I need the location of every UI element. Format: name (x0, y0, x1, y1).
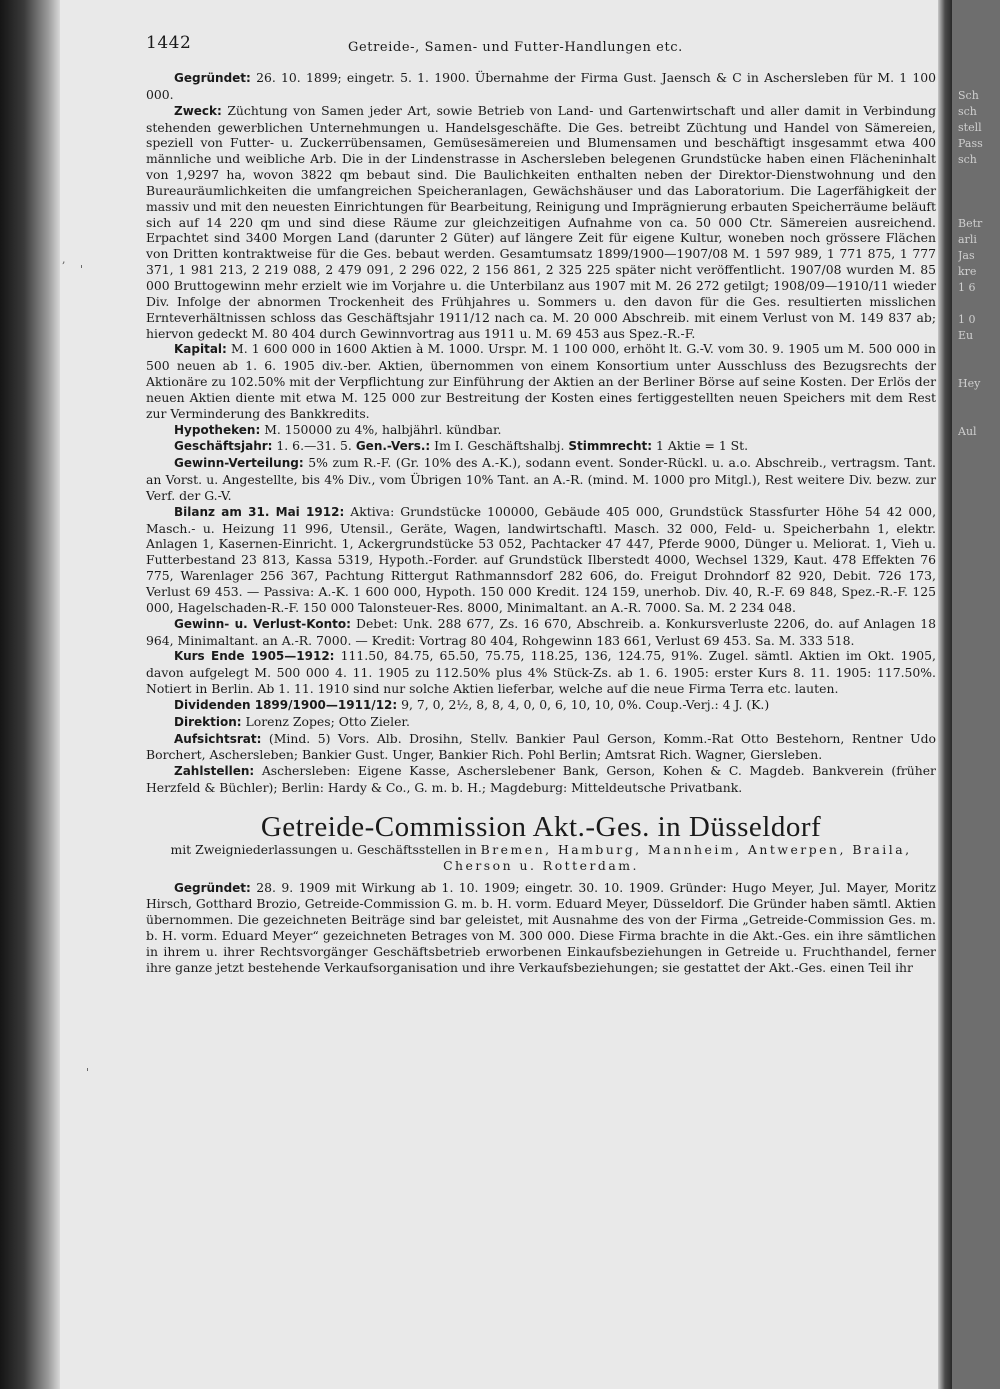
entry-gewinn-verlust-konto (146, 616, 936, 649)
entry-text: 1. 6.—31. 5. (276, 438, 352, 454)
entry-dividenden (146, 697, 936, 714)
margin-mark: ' (80, 263, 84, 276)
bleed-line: Eu (958, 329, 974, 342)
entry-text: Lorenz Zopes; Otto Zieler. (245, 713, 410, 729)
entry-gewinn-verteilung (146, 455, 936, 504)
adjacent-page-edge (952, 0, 1000, 1389)
bleed-line: 1 6 (958, 281, 976, 294)
margin-mark: , (62, 253, 66, 266)
entry-gegruendet (146, 70, 936, 103)
entry-label: Gewinn- u. Verlust-Konto: (174, 616, 351, 631)
bleed-line: arli (958, 233, 977, 246)
entry-text: 111.50, 84.75, 65.50, 75.75, 118.25, 136, 124.75, 91%. Zugel. sämtl. Aktien im Okt. 1905, davon aufgelegt M. 500 000 4. 11. 1905 zu 112.50% plus 4% Stück-Zs. ab 1. 6. 1905: erster Kurs 8. 11. 1905: 117.50%. Notiert in Berlin. Ab 1. 11. 1910 sind nur solche Aktien lieferbar, welche auf die neue Firma Terra etc. lauten. (146, 648, 936, 697)
entry-label: Gen.-Vers.: (355, 439, 431, 454)
entry-bilanz (146, 504, 936, 616)
margin-mark: ' (86, 1066, 90, 1079)
bleed-line: Aul (958, 425, 977, 438)
bleed-line: sch (958, 105, 977, 118)
bleed-line: Jas (958, 249, 975, 262)
bleed-line: 1 0 (958, 313, 976, 326)
entry-label: Gewinn-Verteilung: (174, 456, 304, 471)
page-header (146, 33, 936, 70)
entry-label: Kapital: (174, 342, 227, 357)
entry-label: Kurs Ende 1905—1912: (174, 649, 335, 664)
company-branch-cities: Bremen, Hamburg, Mannheim, Antwerpen, Braila, Cherson u. Rotterdam. (443, 841, 912, 873)
binding-gutter (0, 0, 60, 1389)
entry-direktion (146, 714, 936, 731)
entry-aufsichtsrat (146, 731, 936, 764)
page-fold (938, 0, 952, 1389)
entry-text: Debet: Unk. 288 677, Zs. 16 670, Abschreib. a. Konkursverluste 2206, do. auf Anlagen 18 964, Minimaltant. an A.-R. 7000. — Kredit: Vortrag 80 404, Rohgewinn 183 661, Verlust 69 453. Sa. M. 333 518. (146, 615, 936, 648)
entry-text: M. 150000 zu 4%, halbjährl. kündbar. (264, 421, 502, 437)
entry-label: Zahlstellen: (174, 764, 255, 779)
bleed-line: kre (958, 265, 977, 278)
entry-text: (Mind. 5) Vors. Alb. Drosihn, Stellv. Bankier Paul Gerson, Komm.-Rat Otto Bestehorn, Rentner Udo Borchert, Aschersleben; Bankier Gust. Unger, Bankier Rich. Pohl Berlin; Amtsrat Rich. Wagner, Giersleben. (146, 730, 936, 763)
entry-label: Dividenden 1899/1900—1911/12: (174, 697, 398, 712)
entry-text: 1 Aktie = 1 St. (656, 438, 749, 454)
entry-text: Aschersleben: Eigene Kasse, Ascherslebener Bank, Gerson, Kohen & C. Magdeb. Bankverein (früher Herzfeld & Büchler); Berlin: Hardy & Co., G. m. b. H.; Magdeburg: Mitteldeutsche Privatbank. (146, 763, 936, 796)
entry-text: Züchtung von Samen jeder Art, sowie Betrieb von Land- und Gartenwirtschaft und aller damit in Verbindung stehenden gewerblichen Unternehmungen u. Handelsgeschäfte. Die Ges. betreibt Züchtung und Handel von Sämereien, speziell von Futter- u. Zuckerrübensamen, Gemüsesämereien und Blumensamen und beschäftigt insgesammt etwa 400 männliche und weibliche Arb. Die in der Lindenstrasse in Aschersleben belegenen Grundstücke haben einen Flächeninhalt von 1,9297 ha, wovon 3822 qm bebaut sind. Die Baulichkeiten enthalten neben der Direktor-Dienstwohnung und den Bureauräumlichkeiten die umfangreichen Speicheranlagen, Gewächshäuser und das Laboratorium. Die Lagerfähigkeit der massiv und mit den neuesten Einrichtungen für Bearbeitung, Reinigung und Imprägnierung erbauten Speicherräume beläuft sich auf 14 220 qm und sind diese Räume zur gleichzeitigen Aufnahme von ca. 50 000 Ctr. Sämereien ausreichend. Erpachtet sind 3400 Morgen Land (darunter 2 Güter) auf längere Zeit für eigene Kultur, woneben noch grössere Flächen von Dritten kontraktweise für die Ges. bebaut werden. Gesamtumsatz 1899/1900—1907/08 M. 1 597 989, 1 771 875, 1 777 371, 1 981 213, 2 219 088, 2 479 091, 2 296 022, 2 156 861, 2 325 225 später nicht veröffentlicht. 1907/08 wurden M. 85 000 Bruttogewinn mehr erzielt wie im Vorjahre u. die Unterbilanz aus 1907 mit M. 26 272 getilgt; 1908/09—1910/11 wieder Div. Infolge der abnormen Trockenheit des Frühjahres u. Sommers u. den davon für die Ges. resultierten misslichen Ernteverhältnissen schloss das Geschäftsjahr 1911/12 nach ca. M. 20 000 Abschreib. mit einem Verlust von M. 149 837 ab; hiervon gedeckt M. 80 404 durch Gewinnvortrag aus 1911 u. M. 69 453 aus Spez.-R.-F. (146, 102, 936, 341)
entry-geschaeftsjahr (146, 438, 936, 455)
entry-text: 28. 9. 1909 mit Wirkung ab 1. 10. 1909; eingetr. 30. 10. 1909. Gründer: Hugo Meyer, Jul. Mayer, Moritz Hirsch, Gotthard Brozio, Getreide-Commission G. m. b. H. vorm. Eduard Meyer, Düsseldorf. Die Gründer haben sämtl. Aktien übernommen. Die gezeichneten Beiträge sind bar geleistet, mit Ausnahme des von der Firma „Getreide-Commission Ges. m. b. H. vorm. Eduard Meyer“ gezeichneten Betrages von M. 300 000. Diese Firma brachte in die Akt.-Ges. ein ihre sämtlichen in ihrem u. ihrer Rechtsvorgänger Geschäftsbetrieb erworbenen Einkaufsbeziehungen in Getreide u. Fruchthandel, ferner ihre ganze jetzt bestehende Verkaufsorganisation und ihre Verkaufsbeziehungen; sie gestattet der Akt.-Ges. einen Teil ihr (146, 879, 936, 975)
entry-text: 26. 10. 1899; eingetr. 5. 1. 1900. Übernahme der Firma Gust. Jaensch & C in Aschersleben für M. 1 100 000. (146, 70, 936, 102)
entry-label: Gegründet: (174, 880, 251, 895)
entry-zweck (146, 103, 936, 342)
entry-company-gegruendet (146, 880, 936, 976)
entry-label: Aufsichtsrat: (174, 731, 262, 746)
bleed-line: Hey (958, 377, 981, 390)
company-subtitle (166, 842, 916, 874)
entry-text: 5% zum R.-F. (Gr. 10% des A.-K.), sodann event. Sonder-Rückl. u. a.o. Abschreib., vertragsm. Tant. an Vorst. u. Angestellte, bis 4% Div., vom Übrigen 10% Tant. an A.-R. (mind. M. 1000 pro Mitgl.), Rest weitere Div. bezw. zur Verf. der G.-V. (146, 455, 936, 503)
bleed-line: Pass (958, 137, 983, 150)
bleed-line: stell (958, 121, 982, 134)
entry-label: Zweck: (174, 103, 222, 118)
entry-label: Gegründet: (174, 71, 251, 85)
company-title: Getreide-Commission Akt.-Ges. in Düsseldorf (260, 810, 822, 843)
entry-text: M. 1 600 000 in 1600 Aktien à M. 1000. Urspr. M. 1 100 000, erhöht lt. G.-V. vom 30. 9. 1905 um M. 500 000 in 500 neuen ab 1. 6. 1905 div.-ber. Aktien, übernommen von einem Konsortium unter Ausschluss des Bezugsrechts der Aktionäre zu 102.50% mit der Verpflichtung zur Einführung der Aktien an der Berliner Börse auf seine Kosten. Der Erlös der neuen Aktien diente mit etwa M. 125 000 zur Bestreitung der Kosten eines fertiggestellten neuen Speichers mit dem Rest zur Verminderung des Bankkredits. (146, 341, 936, 421)
entry-zahlstellen (146, 763, 936, 796)
page-content (146, 33, 937, 976)
entry-label: Stimmrecht: (568, 439, 653, 454)
bleed-line: sch (958, 153, 977, 166)
entry-text: Im I. Geschäftshalbj. (434, 438, 565, 454)
entry-kurs (146, 648, 936, 697)
entry-label: Direktion: (174, 714, 242, 729)
company-subtitle-prefix: mit Zweigniederlassungen u. Geschäftsstellen in (170, 841, 477, 857)
entry-label: Bilanz am 31. Mai 1912: (174, 504, 345, 519)
entry-text: 9, 7, 0, 2½, 8, 8, 4, 0, 0, 6, 10, 10, 0%. Coup.-Verj.: 4 J. (K.) (401, 696, 770, 712)
entry-label: Hypotheken: (174, 422, 261, 437)
bleed-line: Betr (958, 217, 983, 230)
entry-label: Geschäftsjahr: (174, 439, 273, 454)
entry-kapital (146, 341, 936, 421)
bleed-line: Sch (958, 89, 979, 102)
entry-hypotheken (146, 422, 936, 439)
running-head: Getreide-, Samen- und Futter-Handlungen etc. (348, 40, 683, 55)
page-number: 1442 (146, 33, 192, 53)
entry-text: Aktiva: Grundstücke 100000, Gebäude 405 000, Grundstück Stassfurter Höhe 54 42 000, Masch.- u. Heizung 11 996, Utensil., Geräte, Wagen, landwirtschaftl. Masch. 32 000, Feld- u. Speicherbahn 1, elektr. Anlagen 1, Kasernen-Einricht. 1, Ackergrundstücke 53 052, Pachtacker 47 447, Pferde 9000, Dünger u. Meliorat. 1, Vieh u. Futterbestand 23 813, Kassa 5319, Hypoth.-Forder. auf Grundstück Ilberstedt 4000, Wechsel 1329, Kaut. 478 Effekten 76 775, Warenlager 256 367, Pachtung Rittergut Rathmannsdorf 282 606, do. Freigut Drohndorf 82 920, Debit. 726 173, Verlust 69 453. — Passiva: A.-K. 1 600 000, Hypoth. 150 000 Kredit. 124 159, unerhob. Div. 40, R.-F. 69 848, Spez.-R.-F. 125 000, Hagelschaden-R.-F. 150 000 Talonsteuer-Res. 8000, Minimaltant. an A.-R. 7000. Sa. M. 2 234 048. (146, 503, 937, 615)
